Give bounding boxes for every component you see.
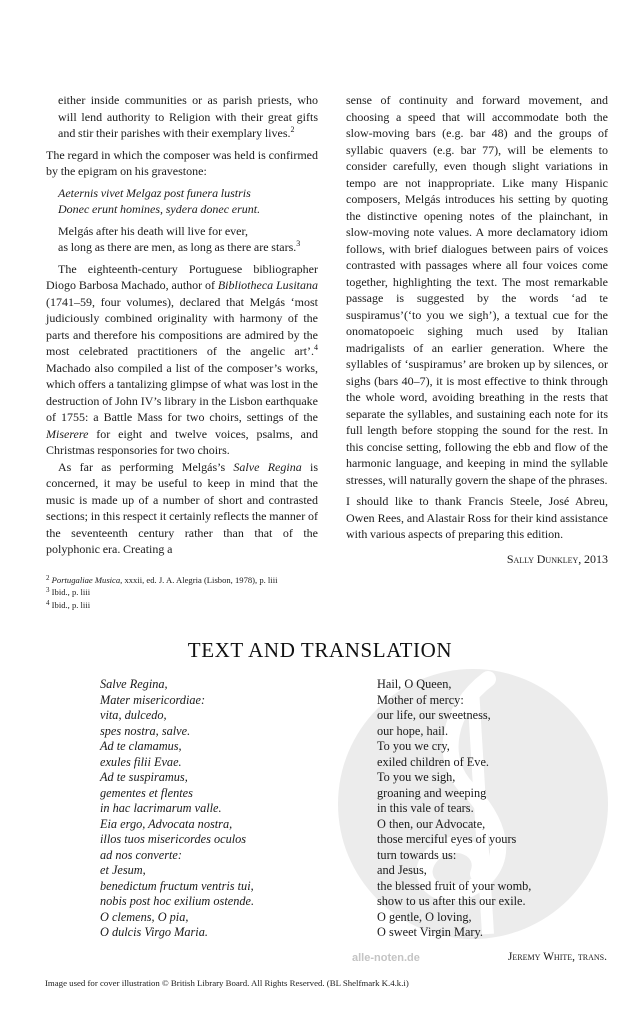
two-column-body	[46, 92, 608, 611]
verse-line: our hope, hail.	[377, 723, 449, 738]
footnote	[46, 599, 318, 612]
verse-line: nobis post hoc exilium ostende.	[100, 894, 255, 908]
paragraph	[346, 493, 608, 543]
footnote-number: 2	[46, 573, 50, 582]
verse-line: in hac lacrimarum valle.	[100, 801, 222, 815]
verse-line: the blessed fruit of your womb,	[377, 878, 532, 893]
translator-credit: Jeremy White, trans.	[507, 951, 607, 963]
footnote-number: 3	[46, 586, 50, 594]
verse-line: O clemens, O pia,	[100, 909, 189, 924]
english-translation	[377, 677, 531, 941]
paragraph	[346, 551, 608, 568]
verse-line: To you we cry,	[377, 739, 450, 753]
verse-line: illos tuos misericordes oculos	[100, 832, 247, 846]
text-run: is concerned, it may be useful to keep in mind that the music is made up of a number of short and contrasted sections; in this respect it certainly reflects the manner of the seventeenth century rather than that of the polyphonic era. Creating a	[46, 459, 318, 556]
verse-line: O sweet Virgin Mary.	[377, 925, 483, 939]
verse-line: O then, our Advocate,	[377, 816, 486, 831]
verse-line: Salve Regina,	[100, 677, 168, 691]
text-run: Donec erunt homines, sydera donec erunt.	[58, 202, 261, 216]
text-run: The regard in which the composer was held is confirmed by the epigram on his gravestone:	[46, 147, 318, 178]
verse-line: benedictum fructum ventris tui,	[100, 878, 254, 893]
right-text-column	[346, 92, 608, 567]
footnote	[46, 574, 318, 587]
verse-line: Eia ergo, Advocata nostra,	[100, 816, 233, 831]
text-run: either inside communities or as parish priests, who will lend authority to Religion with their great gifts and stir their parishes with their exemplary lives.	[58, 93, 318, 140]
verse-line: Mother of mercy:	[377, 692, 464, 707]
footnote-ref: 4	[314, 343, 318, 352]
verse-line: vita, dulcedo,	[100, 708, 167, 722]
footnotes	[46, 574, 318, 612]
verse-line: O dulcis Virgo Maria.	[100, 925, 208, 939]
text-run: Melgás after his death will live for ever,	[58, 223, 249, 238]
footnote-number: 4	[46, 598, 50, 607]
text-run: sense of continuity and forward movement, and choosing a speed that will accommodate both the slow-moving bars (e.g. bar 48) and the groups of syllabic quavers (e.g. bar 77), will be elements to consider carefully, even though slight variations in tempo are not inappropriate. Like many Hispanic composers, Melgás introduces his setting by quoting the distinctive opening notes of the plainchant, in slow-moving note values. A more declamatory idiom follows, with brief dialogues between pairs of voices contrasted with passages where all four voices come together, highlighting the text. The most remarkable passage is suggested by the words ‘ad te suspiramus’(‘to you we sigh’), a textual cue for the onomatopoeic sighing much used by Italian madrigalists of an earlier generation. Where the syllables of ‘suspiramus’ are broken up by silences, or sighs (bars 40–7), it is most effective to think through the whole word, avoiding breathing in the rests that separate the syllables, and sustaining each note for its full length before stopping the sound for the rest. In this concise setting, following the ebb and flow of the harmonic language, and keeping in mind the syllable stresses, will naturally govern the shape of the phrases.	[346, 93, 608, 487]
verse-line: O gentle, O loving,	[377, 909, 472, 924]
paragraph	[58, 185, 318, 218]
paragraph	[58, 92, 318, 142]
verse-line: et Jesum,	[100, 863, 146, 877]
section-title: TEXT AND TRANSLATION	[187, 638, 453, 662]
text-run: Portugaliae Musica,	[51, 574, 123, 585]
text-run: The eighteenth-century Portuguese bibliographer Diogo Barbosa Machado, author of	[46, 261, 318, 292]
watermark-text: alle-noten.de	[352, 952, 420, 964]
translator-row	[0, 951, 640, 969]
text-run: Machado also compiled a list of the composer’s works, which offers a tantalizing glimpse of what was lost in the destruction of John IV’s library in the Lisbon earthquake of 1755: a Battle Mass for two choirs, settings of the	[46, 360, 318, 424]
left-column-wrap	[46, 92, 318, 611]
verse-line: gementes et flentes	[100, 785, 193, 800]
verse-line: Mater misericordiae:	[100, 692, 206, 707]
text-run: I should like to thank Francis Steele, José Abreu, Owen Rees, and Alastair Ross for their kind assistance with various aspects of preparing this edition.	[346, 494, 608, 541]
paragraph	[46, 261, 318, 459]
verse-line: Hail, O Queen,	[377, 677, 452, 691]
text-run: Sally Dunkley, 2013	[506, 551, 608, 566]
verse-line: ad nos converte:	[100, 847, 182, 862]
text-run: (1741–59, four volumes), declared that Melgás ‘most judiciously combined originality with harmony of the parts and therefore his compositions are admired by the most celebrated practitioners of the angelic art’.	[46, 294, 318, 358]
verse-line: To you we sigh,	[377, 770, 456, 784]
text-run: as long as there are men, as long as there are stars.	[58, 240, 297, 254]
verse-line: and Jesus,	[377, 863, 427, 877]
verse-line: turn towards us:	[377, 847, 457, 862]
text-run: As far as performing Melgás’s	[58, 459, 234, 474]
paragraph	[58, 223, 318, 256]
image-credit: Image used for cover illustration © British Library Board. All Rights Reserved. (BL Shelfmark K.4.k.i)	[45, 978, 409, 988]
verse-line: show to us after this our exile.	[377, 894, 526, 908]
paragraph	[46, 147, 318, 180]
text-run: for eight and twelve voices, psalms, and Christmas responsories for two choirs.	[46, 426, 318, 457]
verse-line: our life, our sweetness,	[377, 708, 491, 722]
verse-line: spes nostra, salve.	[100, 723, 191, 738]
paragraph	[46, 459, 318, 558]
verse-line: Ad te clamamus,	[100, 739, 182, 753]
text-run: xxxii, ed. J. A. Alegria (Lisbon, 1978), p. liii	[122, 574, 278, 585]
left-text-column	[46, 92, 318, 558]
verse-line: exules filii Evae.	[100, 754, 182, 769]
footnote-ref: 2	[290, 125, 295, 134]
verse-line: groaning and weeping	[377, 785, 487, 800]
latin-text	[100, 677, 254, 941]
verse-line: Ad te suspiramus,	[100, 770, 188, 784]
footnote	[46, 586, 318, 599]
text-run: Salve Regina	[233, 459, 302, 474]
text-run: Bibliotheca Lusitana	[217, 278, 318, 292]
verse-line: those merciful eyes of yours	[377, 832, 517, 846]
verse-line: exiled children of Eve.	[377, 754, 489, 769]
paragraph	[346, 92, 608, 488]
text-run: Ibid., p. liii	[51, 587, 91, 597]
text-run: Ibid., p. liii	[51, 599, 91, 610]
text-and-translation	[0, 677, 640, 947]
text-run: Aeternis vivet Melgaz post funera lustris	[58, 185, 251, 200]
verse-line: in this vale of tears.	[377, 801, 474, 815]
text-run: Miserere	[46, 426, 89, 441]
footnote-ref: 3	[296, 239, 301, 248]
